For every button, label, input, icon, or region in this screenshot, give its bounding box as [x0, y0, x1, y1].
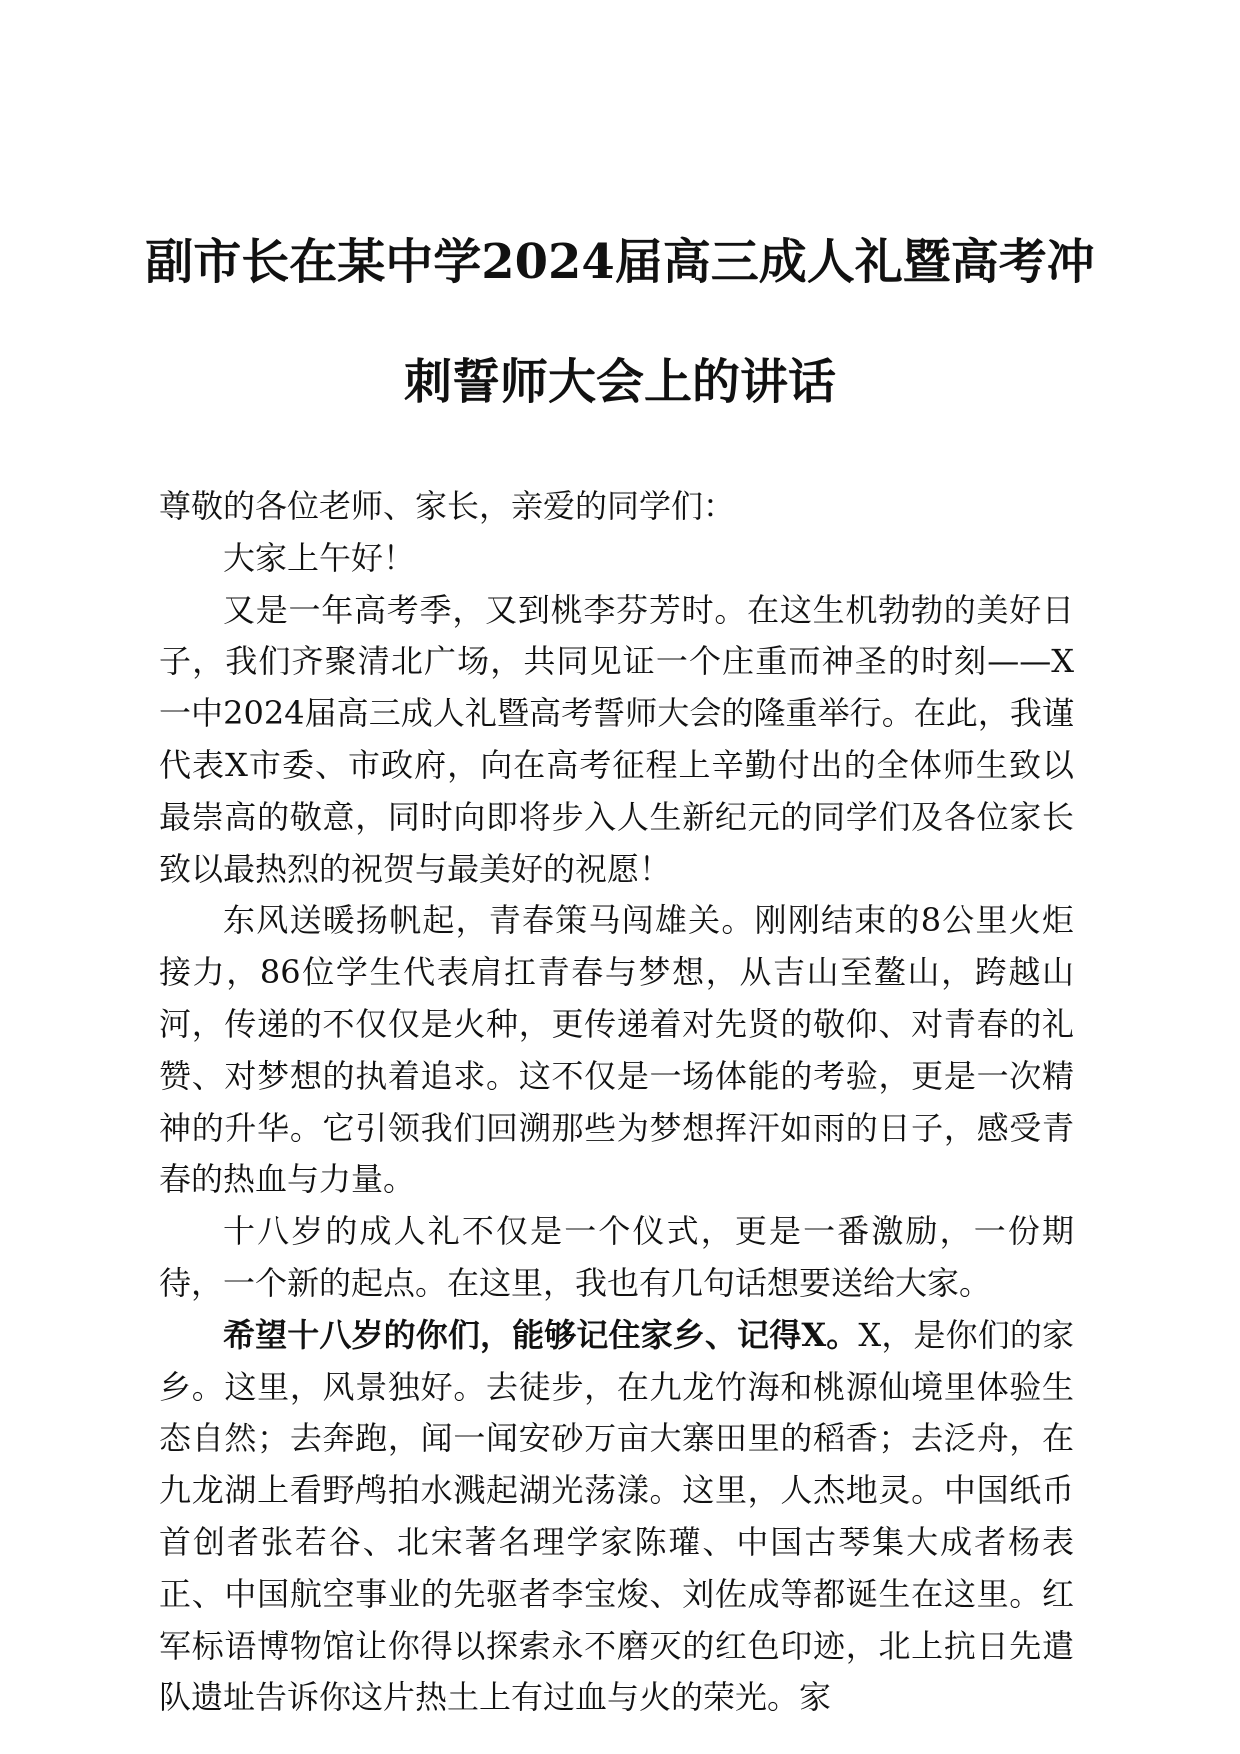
paragraph-2: 东风送暖扬帆起，青春策马闯雄关。刚刚结束的8公里火炬接力，86位学生代表肩扛青春与梦想，从吉山至鳌山，跨越山河，传递的不仅仅是火种，更传递着对先贤的敬仰、对青春的礼赞、对梦想的执着追求。这不仅是一场体能的考验，更是一次精神的升华。它引领我们回溯那些为梦想挥汗如雨的日子，感受青春的热血与力量。 [159, 901, 1074, 1199]
greeting: 大家上午好！ [223, 538, 416, 577]
section-1-heading: 希望十八岁的你们，能够记住家乡、记得X。 [223, 1315, 859, 1354]
paragraph-3: 十八岁的成人礼不仅是一个仪式，更是一番激励，一份期待，一个新的起点。在这里，我也有几句话想要送给大家。 [159, 1212, 1074, 1302]
section-1-paragraph [159, 1310, 1074, 1724]
document-title-line-2: 刺誓师大会上的讲话 [403, 354, 836, 410]
salutation: 尊敬的各位老师、家长，亲爱的同学们： [159, 487, 736, 525]
paragraph-1: 又是一年高考季，又到桃李芬芳时。在这生机勃勃的美好日子，我们齐聚清北广场，共同见证一个庄重而神圣的时刻——X一中2024届高三成人礼暨高考誓师大会的隆重举行。在此，我谨代表X市委、市政府，向在高考征程上辛勤付出的全体师生致以最崇高的敬意，同时向即将步入人生新纪元的同学们及各位家长致以最热烈的祝贺与最美好的祝愿！ [159, 590, 1074, 888]
document-body [159, 481, 1074, 1724]
section-1-text: X，是你们的家乡。这里，风景独好。去徒步，在九龙竹海和桃源仙境里体验生态自然；去奔跑，闻一闻安砂万亩大寨田里的稻香；去泛舟，在九龙湖上看野鸬拍水溅起湖光荡漾。这里，人杰地灵。中国纸币首创者张若谷、北宋著名理学家陈瓘、中国古琴集大成者杨表正、中国航空事业的先驱者李宝焌、刘佐成等都诞生在这里。红军标语博物馆让你得以探索永不磨灭的红色印迹，北上抗日先遣队遗址告诉你这片热土上有过血与火的荣光。家 [159, 1315, 1074, 1717]
document-title-line-1: 副市长在某中学2024届高三成人礼暨高考冲 [145, 234, 1095, 290]
